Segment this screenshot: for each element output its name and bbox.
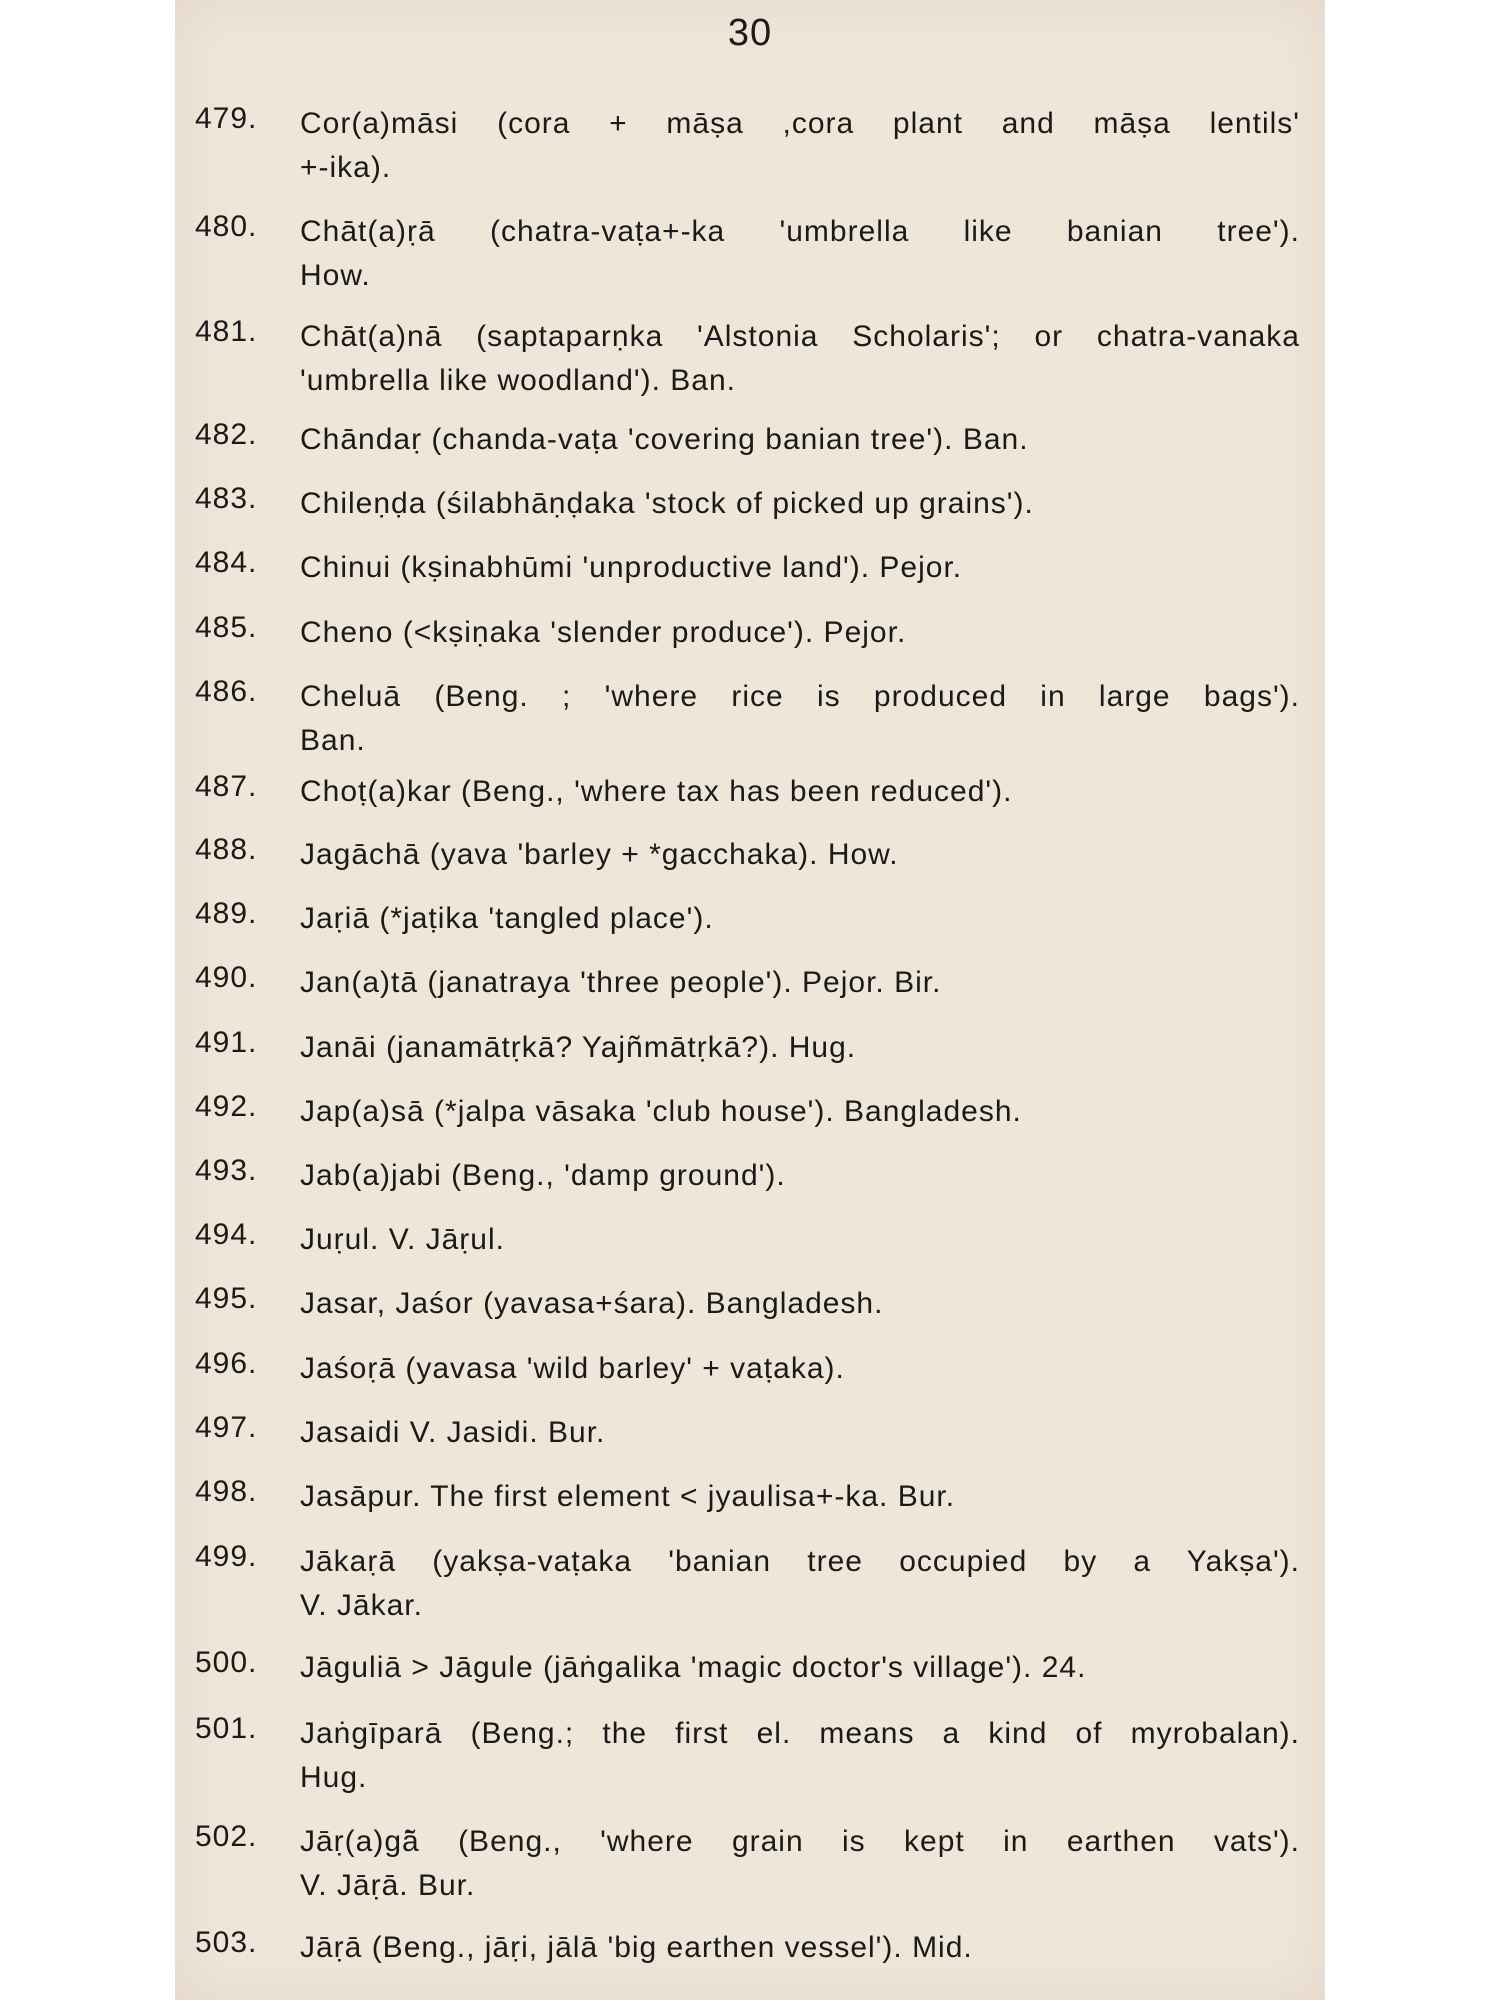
entry-line: Janāi (janamātṛkā? Yajñmātṛkā?). Hug. [300, 1031, 857, 1064]
entry-number: 485. [195, 611, 258, 644]
entry-number: 488. [195, 833, 258, 866]
entry-text [300, 1540, 1300, 1628]
entry-line: Jaṛiā (*jaṭika 'tangled place'). [300, 902, 714, 935]
glossary-entries [175, 0, 1325, 2000]
entry-text [300, 102, 1300, 190]
entry-line: Jap(a)sā (*jalpa vāsaka 'club house'). Bangladesh. [300, 1095, 1022, 1128]
entry-text [300, 1154, 1300, 1198]
entry-line: V. Jāṛā. Bur. [300, 1869, 476, 1902]
entry-line: Jab(a)jabi (Beng., 'damp ground'). [300, 1159, 786, 1192]
entry-text [300, 611, 1300, 655]
entry-number: 481. [195, 315, 258, 348]
entry-text [300, 675, 1300, 763]
entry-line: Cheluā (Beng. ; 'where rice is produced in large bags'). [300, 680, 1300, 713]
entry-line: Juṛul. V. Jāṛul. [300, 1223, 505, 1256]
entry-number: 496. [195, 1347, 258, 1380]
entry-line: Ban. [300, 724, 366, 757]
entry-text [300, 1026, 1300, 1070]
entry-text [300, 418, 1300, 462]
entry-line: Jasaidi V. Jasidi. Bur. [300, 1416, 606, 1449]
entry-line: Jaśoṛā (yavasa 'wild barley' + vaṭaka). [300, 1352, 845, 1385]
entry-text [300, 1646, 1300, 1690]
entry-text [300, 482, 1300, 526]
entry-text [300, 1090, 1300, 1134]
entry-line: Jākaṛā (yakṣa-vaṭaka 'banian tree occupied by a Yakṣa'). [300, 1545, 1300, 1578]
entry-text [300, 961, 1300, 1005]
entry-line: Jagāchā (yava 'barley + *gacchaka). How. [300, 838, 899, 871]
entry-line: Choṭ(a)kar (Beng., 'where tax has been reduced'). [300, 775, 1013, 808]
entry-line: Cor(a)māsi (cora + māṣa ,cora plant and māṣa lentils' [300, 107, 1300, 140]
entry-text [300, 1926, 1300, 1970]
entry-number: 490. [195, 961, 258, 994]
entry-line: Chāt(a)ṛā (chatra-vaṭa+-ka 'umbrella like banian tree'). [300, 215, 1300, 248]
entry-text [300, 546, 1300, 590]
entry-line: Cheno (<kṣiṇaka 'slender produce'). Pejor. [300, 616, 907, 649]
entry-number: 493. [195, 1154, 258, 1187]
entry-line: 'umbrella like woodland'). Ban. [300, 364, 736, 397]
entry-line: Jaṅgīparā (Beng.; the first el. means a kind of myrobalan). [300, 1717, 1300, 1750]
entry-text [300, 897, 1300, 941]
entry-number: 487. [195, 770, 258, 803]
entry-number: 495. [195, 1282, 258, 1315]
entry-line: Jasar, Jaśor (yavasa+śara). Bangladesh. [300, 1287, 884, 1320]
entry-number: 480. [195, 210, 258, 243]
entry-text [300, 210, 1300, 298]
entry-line: Jasāpur. The first element < jyaulisa+-ka. Bur. [300, 1480, 956, 1513]
entry-line: Chāndaṛ (chanda-vaṭa 'covering banian tree'). Ban. [300, 423, 1029, 456]
entry-number: 498. [195, 1475, 258, 1508]
entry-line: Hug. [300, 1761, 368, 1794]
entry-text [300, 1411, 1300, 1455]
entry-line: V. Jākar. [300, 1589, 423, 1622]
entry-text [300, 770, 1300, 814]
entry-number: 486. [195, 675, 258, 708]
entry-line: How. [300, 259, 371, 292]
entry-number: 494. [195, 1218, 258, 1251]
entry-text [300, 1282, 1300, 1326]
entry-line: Jan(a)tā (janatraya 'three people'). Pejor. Bir. [300, 966, 942, 999]
entry-number: 489. [195, 897, 258, 930]
entry-number: 497. [195, 1411, 258, 1444]
entry-text [300, 1347, 1300, 1391]
entry-line: Jāṛā (Beng., jāṛi, jālā 'big earthen vessel'). Mid. [300, 1931, 973, 1964]
entry-number: 492. [195, 1090, 258, 1123]
entry-number: 503. [195, 1926, 258, 1959]
entry-number: 502. [195, 1820, 258, 1853]
entry-number: 499. [195, 1540, 258, 1573]
entry-text [300, 1820, 1300, 1908]
page-number: 30 [727, 12, 773, 54]
entry-line: Chileṇḍa (śilabhāṇḍaka 'stock of picked up grains'). [300, 487, 1034, 520]
entry-text [300, 1475, 1300, 1519]
entry-line: +-ika). [300, 151, 392, 184]
entry-text [300, 1218, 1300, 1262]
entry-number: 491. [195, 1026, 258, 1059]
entry-number: 484. [195, 546, 258, 579]
entry-number: 479. [195, 102, 258, 135]
entry-line: Chāt(a)nā (saptaparṇka 'Alstonia Scholaris'; or chatra-vanaka [300, 320, 1300, 353]
entry-number: 482. [195, 418, 258, 451]
entry-number: 501. [195, 1712, 258, 1745]
entry-text [300, 1712, 1300, 1800]
entry-line: Chinui (kṣinabhūmi 'unproductive land'). Pejor. [300, 551, 963, 584]
entry-number: 500. [195, 1646, 258, 1679]
entry-number: 483. [195, 482, 258, 515]
entry-text [300, 833, 1300, 877]
entry-text [300, 315, 1300, 403]
book-page [175, 0, 1325, 2000]
entry-line: Jāguliā > Jāgule (jāṅgalika 'magic doctor's village'). 24. [300, 1651, 1087, 1684]
entry-line: Jāṛ(a)gā̃ (Beng., 'where grain is kept in earthen vats'). [300, 1825, 1300, 1858]
